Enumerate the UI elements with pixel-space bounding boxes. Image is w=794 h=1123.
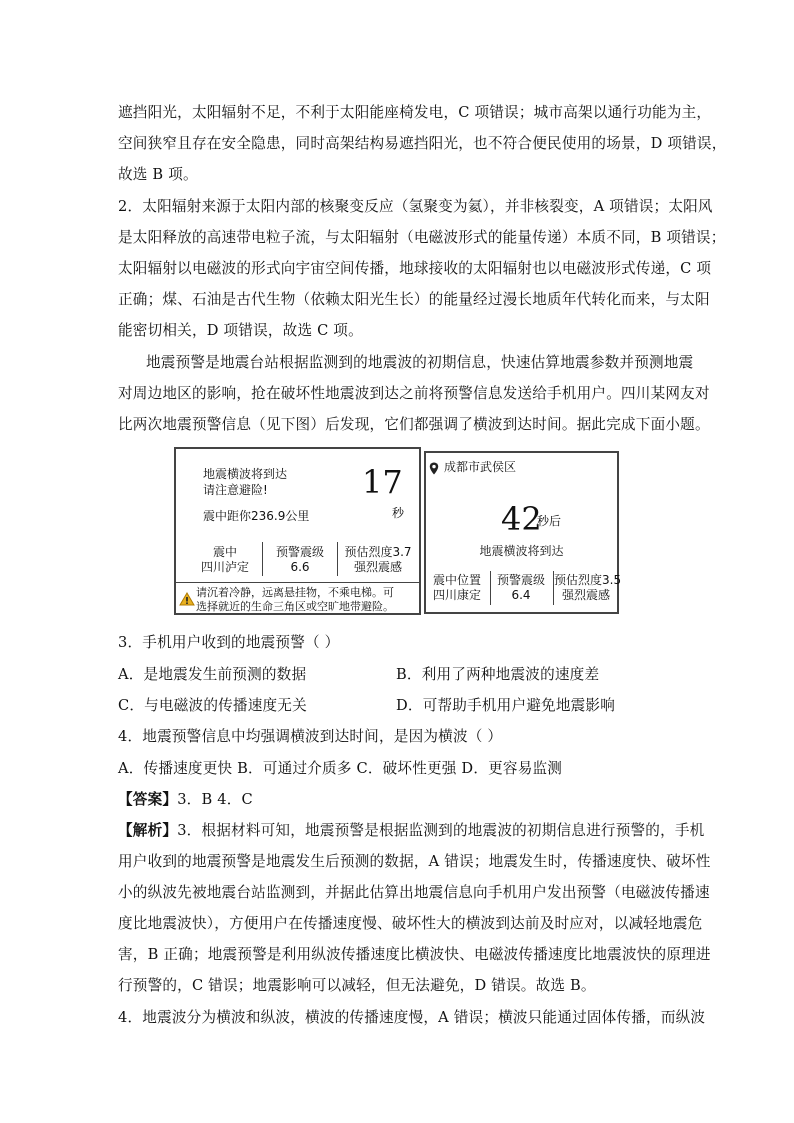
magnitude-label: 预警震级 <box>496 573 545 587</box>
safety-advice-line: 选择就近的生命三角区或空旷地带避险。 <box>196 600 394 613</box>
alert-caption: 地震横波将到达 <box>479 544 564 558</box>
safety-advice-line: 请沉着冷静，远离悬挂物，不乘电梯。可 <box>196 586 394 599</box>
text-line: 遮挡阳光，太阳辐射不足，不利于太阳能座椅发电，C 项错误；城市高架以通行功能为主， <box>118 104 712 121</box>
answer-text: 3．B 4．C <box>177 791 253 808</box>
answer-label: 【答案】 <box>118 791 178 808</box>
analysis-line: 4．地震波分为横波和纵波，横波的传播速度慢，A 错误；横波只能通过固体传播，而纵波 <box>118 1009 706 1026</box>
column-divider <box>262 542 263 576</box>
epicenter-distance: 震中距你236.9公里 <box>203 509 310 523</box>
text-line: 比两次地震预警信息（见下图）后发现，它们都强调了横波到达时间。据此完成下面小题。 <box>118 416 710 433</box>
option-a: A．是地震发生前预测的数据 <box>118 666 307 683</box>
user-location: 成都市武侯区 <box>444 460 517 474</box>
column-divider <box>490 571 491 605</box>
earthquake-alert-card-1 <box>174 447 421 615</box>
intensity-label: 预估烈度3.5 <box>554 573 622 587</box>
analysis-line: 害，B 正确；地震预警是利用纵波传播速度比横波快、电磁波传播速度比地震波快的原理进 <box>118 946 711 963</box>
analysis-line: 行预警的，C 错误；地震影响可以减轻，但无法避免，D 错误。故选 B。 <box>118 977 596 994</box>
question-3: 3．手机用户收到的地震预警（ ） <box>118 634 340 651</box>
intensity-value: 强烈震感 <box>561 588 610 602</box>
epicenter-label: 震中 <box>212 545 237 559</box>
countdown-number: 42 <box>501 500 542 538</box>
magnitude-value: 6.6 <box>290 560 310 574</box>
text-line: 能密切相关，D 项错误，故选 C 项。 <box>118 322 363 339</box>
option-d: D．可帮助手机用户避免地震影响 <box>396 697 616 714</box>
epicenter-value: 四川康定 <box>432 588 481 602</box>
warning-triangle-icon <box>179 591 195 610</box>
text-line: 故选 B 项。 <box>118 166 198 183</box>
intensity-value: 强烈震感 <box>353 560 402 574</box>
analysis-line <box>118 821 704 841</box>
countdown-number: 17 <box>362 463 403 501</box>
analysis-line: 度比地震波快），方便用户在传播速度慢、破坏性大的横波到达前及时应对，以减轻地震危 <box>118 915 703 932</box>
option-c: C．与电磁波的传播速度无关 <box>118 697 307 714</box>
answer-line <box>118 790 253 810</box>
alert-subtitle: 请注意避险! <box>203 483 268 497</box>
countdown-unit: 秒后 <box>537 514 562 528</box>
text-line: 2．太阳辐射来源于太阳内部的核聚变反应（氢聚变为氦），并非核裂变，A 项错误；太阳风 <box>118 198 713 215</box>
analysis-text: 3．根据材料可知，地震预警是根据监测到的地震波的初期信息进行预警的，手机 <box>177 822 705 839</box>
location-pin-icon <box>429 460 439 479</box>
question-4: 4．地震预警信息中均强调横波到达时间，是因为横波（ ） <box>118 728 503 745</box>
alert-title: 地震横波将到达 <box>203 467 288 481</box>
option-b: B．利用了两种地震波的速度差 <box>396 666 600 683</box>
question-4-options: A．传播速度更快 B．可通过介质多 C．破坏性更强 D．更容易监测 <box>118 760 563 777</box>
earthquake-alert-card-2 <box>424 451 622 614</box>
analysis-line: 小的纵波先被地震台站监测到，并据此估算出地震信息向手机用户发出预警（电磁波传播速 <box>118 884 710 901</box>
text-line: 空间狭窄且存在安全隐患，同时高架结构易遮挡阳光，也不符合便民使用的场景，D 项错误， <box>118 135 727 152</box>
magnitude-value: 6.4 <box>511 588 531 602</box>
text-line: 对周边地区的影响，抢在破坏性地震波到达之前将预警信息发送给手机用户。四川某网友对 <box>118 385 710 402</box>
text-line: 地震预警是地震台站根据监测到的地震波的初期信息，快速估算地震参数并预测地震 <box>146 354 694 371</box>
analysis-label: 【解析】 <box>118 822 178 839</box>
countdown-unit: 秒 <box>392 506 405 520</box>
text-line: 太阳辐射以电磁波的形式向宇宙空间传播，地球接收的太阳辐射也以电磁波形式传递，C 项 <box>118 260 712 277</box>
analysis-line: 用户收到的地震预警是地震发生后预测的数据，A 错误；地震发生时，传播速度快、破坏性 <box>118 853 711 870</box>
text-line: 是太阳释放的高速带电粒子流，与太阳辐射（电磁波形式的能量传递）本质不同，B 项错误； <box>118 229 726 246</box>
magnitude-label: 预警震级 <box>275 545 324 559</box>
epicenter-label: 震中位置 <box>432 573 481 587</box>
divider <box>176 582 419 583</box>
text-line: 正确；煤、石油是古代生物（依赖太阳光生长）的能量经过漫长地质年代转化而来，与太阳 <box>118 291 710 308</box>
intensity-label: 预估烈度3.7 <box>344 545 412 559</box>
epicenter-value: 四川泸定 <box>200 560 249 574</box>
column-divider <box>337 542 338 576</box>
